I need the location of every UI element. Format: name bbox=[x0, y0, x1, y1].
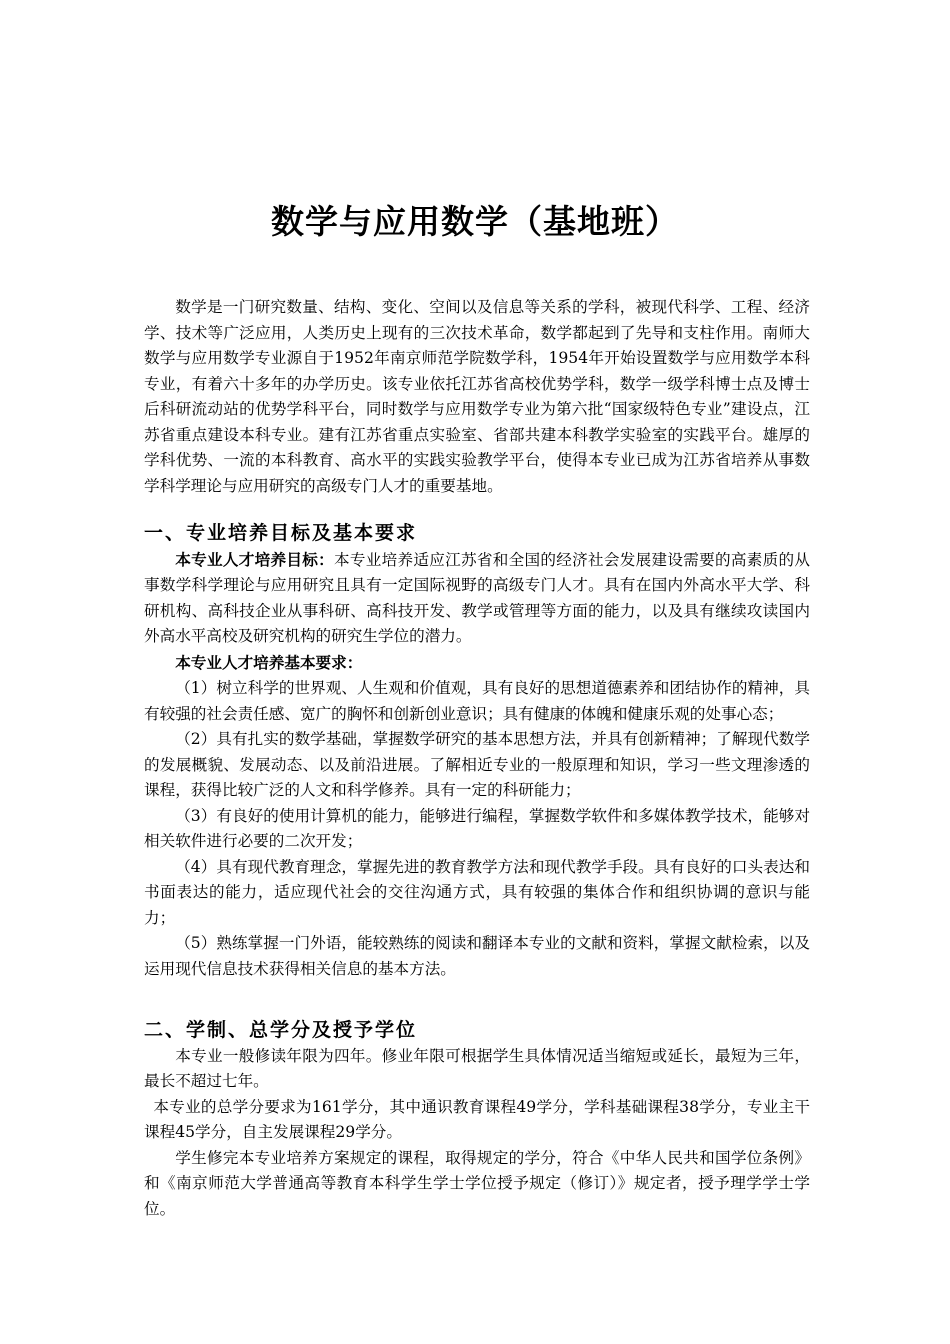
goal-text: 本专业培养适应江苏省和全国的经济社会发展建设需要的高素质的从事数学科学理论与应用研究且具有一定国际视野的高级专门人才。具有在国内外高水平大学、科研机构、高科技企业从事科研、高科技开发、教学或管理等方面的能力，以及具有继续攻读国内外高水平高校及研究机构的研究生学位的潜力。 bbox=[144, 550, 810, 645]
section-training-goals bbox=[144, 521, 810, 982]
goal-paragraph bbox=[144, 547, 810, 650]
degree-paragraph: 学生修完本专业培养方案规定的课程，取得规定的学分，符合《中华人民共和国学位条例》和《南京师范大学普通高等教育本科学生学士学位授予规定（修订）》规定者，授予理学学士学位。 bbox=[144, 1148, 810, 1218]
requirements-label-paragraph bbox=[144, 650, 810, 677]
section1-heading: 一、专业培养目标及基本要求 bbox=[144, 522, 418, 544]
requirement-item: （5）熟练掌握一门外语，能较熟练的阅读和翻译本专业的文献和资料，掌握文献检索，以及运用现代信息技术获得相关信息的基本方法。 bbox=[144, 934, 810, 978]
requirements-label: 本专业人才培养基本要求： bbox=[175, 652, 363, 672]
goal-label: 本专业人才培养目标： bbox=[175, 549, 334, 569]
intro-paragraph: 数学是一门研究数量、结构、变化、空间以及信息等关系的学科，被现代科学、工程、经济学、技术等广泛应用，人类历史上现有的三次技术革命，数学都起到了先导和支柱作用。南师大数学与应用数学专业源自于1952年南京师范学院数学科，1954年开始设置数学与应用数学本科专业，有着六十多年的办学历史。该专业依托江苏省高校优势学科，数学一级学科博士点及博士后科研流动站的优势学科平台，同时数学与应用数学专业为第六批“国家级特色专业”建设点，江苏省重点建设本科专业。建有江苏省重点实验室、省部共建本科教学实验室的实践平台。雄厚的学科优势、一流的本科教育、高水平的实践实验教学平台，使得本专业已成为江苏省培养从事数学科学理论与应用研究的高级专门人才的重要基地。 bbox=[144, 298, 810, 495]
requirement-item: （2）具有扎实的数学基础，掌握数学研究的基本思想方法，并具有创新精神；了解现代数学的发展概貌、发展动态、以及前沿进展。了解相近专业的一般原理和知识，学习一些文理渗透的课程，获得比较广泛的人文和科学修养。具有一定的科研能力； bbox=[144, 730, 810, 799]
requirement-item: （1）树立科学的世界观、人生观和价值观，具有良好的思想道德素养和团结协作的精神，具有较强的社会责任感、宽广的胸怀和创新创业意识；具有健康的体魄和健康乐观的处事心态； bbox=[144, 679, 810, 723]
page-title: 数学与应用数学（基地班） bbox=[271, 202, 679, 241]
credits-paragraph: 本专业的总学分要求为161学分，其中通识教育课程49学分，学科基础课程38学分，专业主干课程45学分，自主发展课程29学分。 bbox=[144, 1097, 810, 1141]
requirement-item: （3）有良好的使用计算机的能力，能够进行编程，掌握数学软件和多媒体教学技术，能够对相关软件进行必要的二次开发； bbox=[144, 806, 810, 850]
section-duration-credits-degree bbox=[144, 1018, 810, 1222]
intro-section bbox=[144, 295, 810, 499]
requirement-item: （4）具有现代教育理念，掌握先进的教育教学方法和现代教学手段。具有良好的口头表达和书面表达的能力，适应现代社会的交往沟通方式，具有较强的集体合作和组织协调的意识与能力； bbox=[144, 857, 810, 927]
section2-heading: 二、学制、总学分及授予学位 bbox=[144, 1019, 418, 1041]
duration-paragraph: 本专业一般修读年限为四年。修业年限可根据学生具体情况适当缩短或延长，最短为三年，最长不超过七年。 bbox=[144, 1046, 810, 1090]
